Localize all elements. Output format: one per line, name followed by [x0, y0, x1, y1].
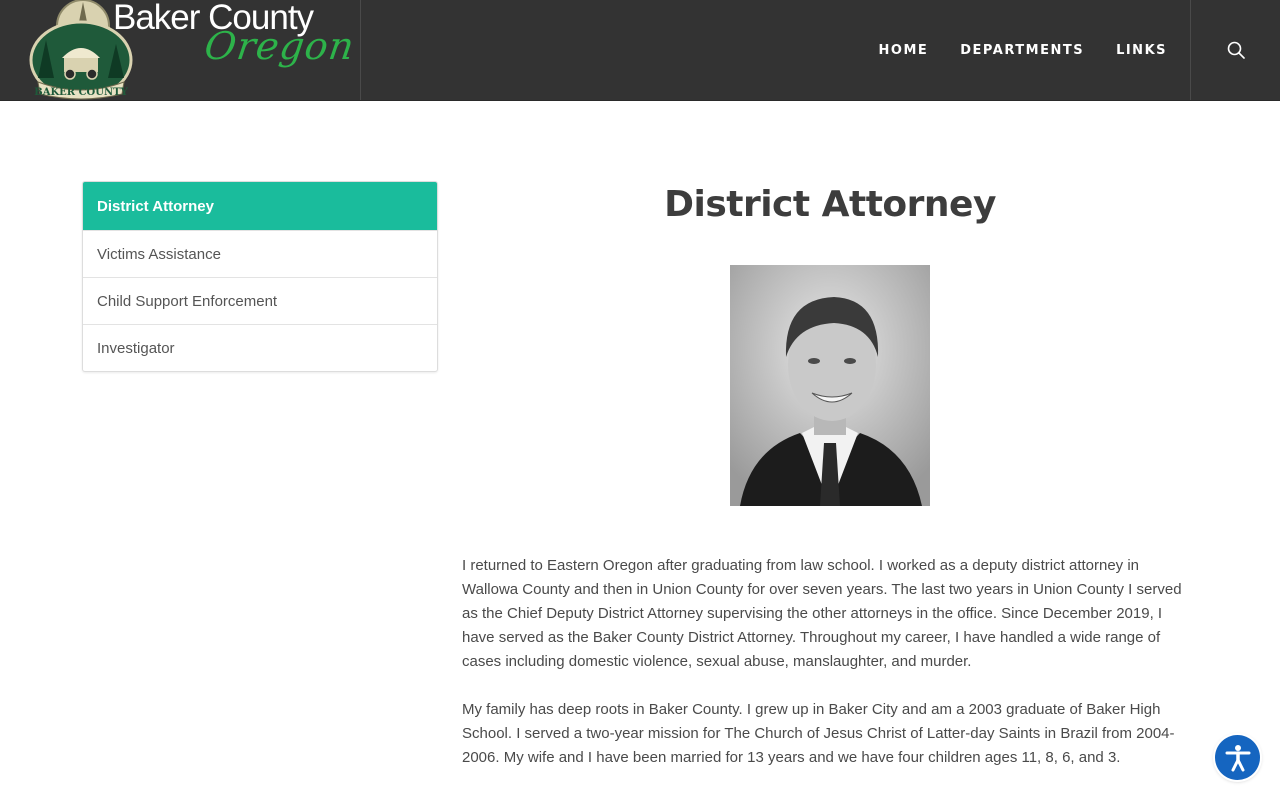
brand-subtitle: Oregon — [201, 24, 358, 68]
search-icon — [1227, 41, 1245, 59]
district-attorney-portrait — [730, 265, 930, 506]
brand-title: Baker County — [113, 0, 314, 37]
nav-links[interactable]: LINKS — [1116, 42, 1167, 58]
page-title: District Attorney — [664, 184, 996, 225]
accessibility-button[interactable] — [1215, 735, 1260, 780]
site-header — [0, 0, 1280, 101]
bio-paragraph: I returned to Eastern Oregon after graduating from law school. I worked as a deputy district attorney in Wallowa County and then in Union County for over seven years. The last two years in Union County I served as the Chief Deputy District Attorney supervising the other attorneys in the office. Since December 2019, I have served as the Baker County District Attorney. Throughout my career, I have handled a wide range of cases including domestic violence, sexual abuse, manslaughter, and murder. — [462, 557, 1182, 670]
sidebar-item-investigator[interactable]: Investigator — [83, 324, 437, 371]
nav-departments[interactable]: DEPARTMENTS — [960, 42, 1085, 58]
nav-home[interactable]: HOME — [878, 42, 929, 58]
sidebar-item-child-support-enforcement[interactable]: Child Support Enforcement — [83, 277, 437, 324]
svg-text:BAKER COUNTY: BAKER COUNTY — [34, 87, 128, 98]
main-nav — [879, 0, 1167, 100]
sidebar-item-district-attorney[interactable]: District Attorney — [83, 182, 437, 230]
department-submenu — [82, 181, 438, 372]
bio-paragraph: My family has deep roots in Baker County. I grew up in Baker City and am a 2003 graduate of Baker High School. I served a two-year mission for The Church of Jesus Christ of Latter-day Saints in Brazil from 2004-2006. My wife and I have been married for 13 years and we have four children ages 11, 8, 6, and 3. — [462, 701, 1175, 766]
search-button[interactable] — [1190, 0, 1280, 100]
sidebar-item-victims-assistance[interactable]: Victims Assistance — [83, 230, 437, 277]
site-logo[interactable] — [0, 0, 361, 100]
accessibility-icon — [1223, 743, 1253, 773]
